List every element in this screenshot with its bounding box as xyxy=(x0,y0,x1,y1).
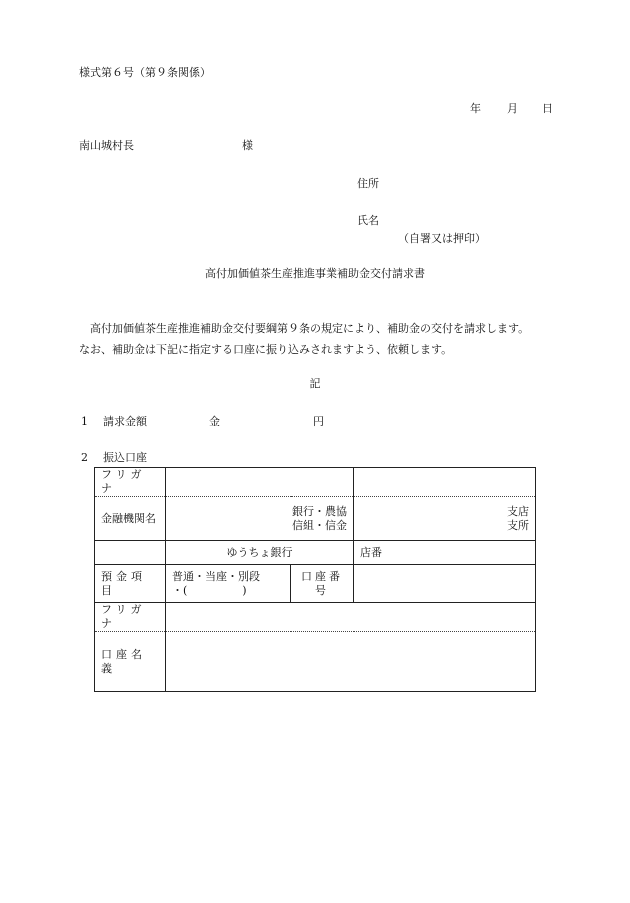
branch-type-cell[interactable] xyxy=(354,497,536,541)
institution-label-continued xyxy=(95,541,166,565)
body-line-2: なお、補助金は下記に指定する口座に振り込みされますよう、依頼します。 xyxy=(79,343,453,356)
account-name-label: 口座名義 xyxy=(95,632,166,692)
account-name-furigana-field[interactable] xyxy=(166,603,536,632)
item1-number: 1 xyxy=(81,415,88,428)
deposit-types-line-2: ・( ) xyxy=(172,583,247,597)
form-number: 様式第６号（第９条関係） xyxy=(79,66,211,79)
address-label: 住所 xyxy=(357,177,379,190)
institution-label: 金融機関名 xyxy=(95,497,166,541)
item1-kin: 金 xyxy=(209,415,220,428)
date-year-label: 年 xyxy=(470,102,481,115)
item1-yen: 円 xyxy=(313,415,324,428)
item2-label: 振込口座 xyxy=(103,451,147,464)
name-label: 氏名 xyxy=(357,214,379,227)
deposit-types-line-1: 普通・当座・別段 xyxy=(172,569,260,583)
store-number-label: 店番 xyxy=(354,541,536,565)
bank-types-line-2: 信組・信金 xyxy=(292,518,347,532)
furigana-label: フリガナ xyxy=(95,468,166,497)
date-day-label: 日 xyxy=(542,102,553,115)
signature-note: （自署又は押印） xyxy=(398,232,486,245)
account-number-field[interactable] xyxy=(354,565,536,603)
account-number-label: 口座番号 xyxy=(291,565,354,603)
bank-type-cell[interactable] xyxy=(166,497,354,541)
yucho-label: ゆうちょ銀行 xyxy=(166,541,354,565)
bank-account-table xyxy=(94,467,536,692)
branch-line-1: 支店 xyxy=(507,504,529,518)
account-name-field[interactable] xyxy=(166,632,536,692)
ki-heading: 記 xyxy=(309,377,321,390)
addressee-name: 南山城村長 xyxy=(79,139,134,152)
furigana-label-2: フリガナ xyxy=(95,603,166,632)
addressee-honorific: 様 xyxy=(242,139,253,152)
document-title: 高付加価値茶生産推進事業補助金交付請求書 xyxy=(205,267,425,280)
deposit-type-label: 預金項目 xyxy=(95,565,166,603)
furigana-bank-field[interactable] xyxy=(166,468,354,497)
item2-number: 2 xyxy=(81,451,88,464)
item1-label: 請求金額 xyxy=(103,415,147,428)
date-month-label: 月 xyxy=(507,102,518,115)
bank-types-line-1: 銀行・農協 xyxy=(292,504,347,518)
deposit-type-options[interactable] xyxy=(166,565,291,603)
furigana-branch-field[interactable] xyxy=(354,468,536,497)
body-line-1: 高付加価値茶生産推進補助金交付要綱第９条の規定により、補助金の交付を請求します。 xyxy=(90,322,530,335)
branch-line-2: 支所 xyxy=(507,518,529,532)
